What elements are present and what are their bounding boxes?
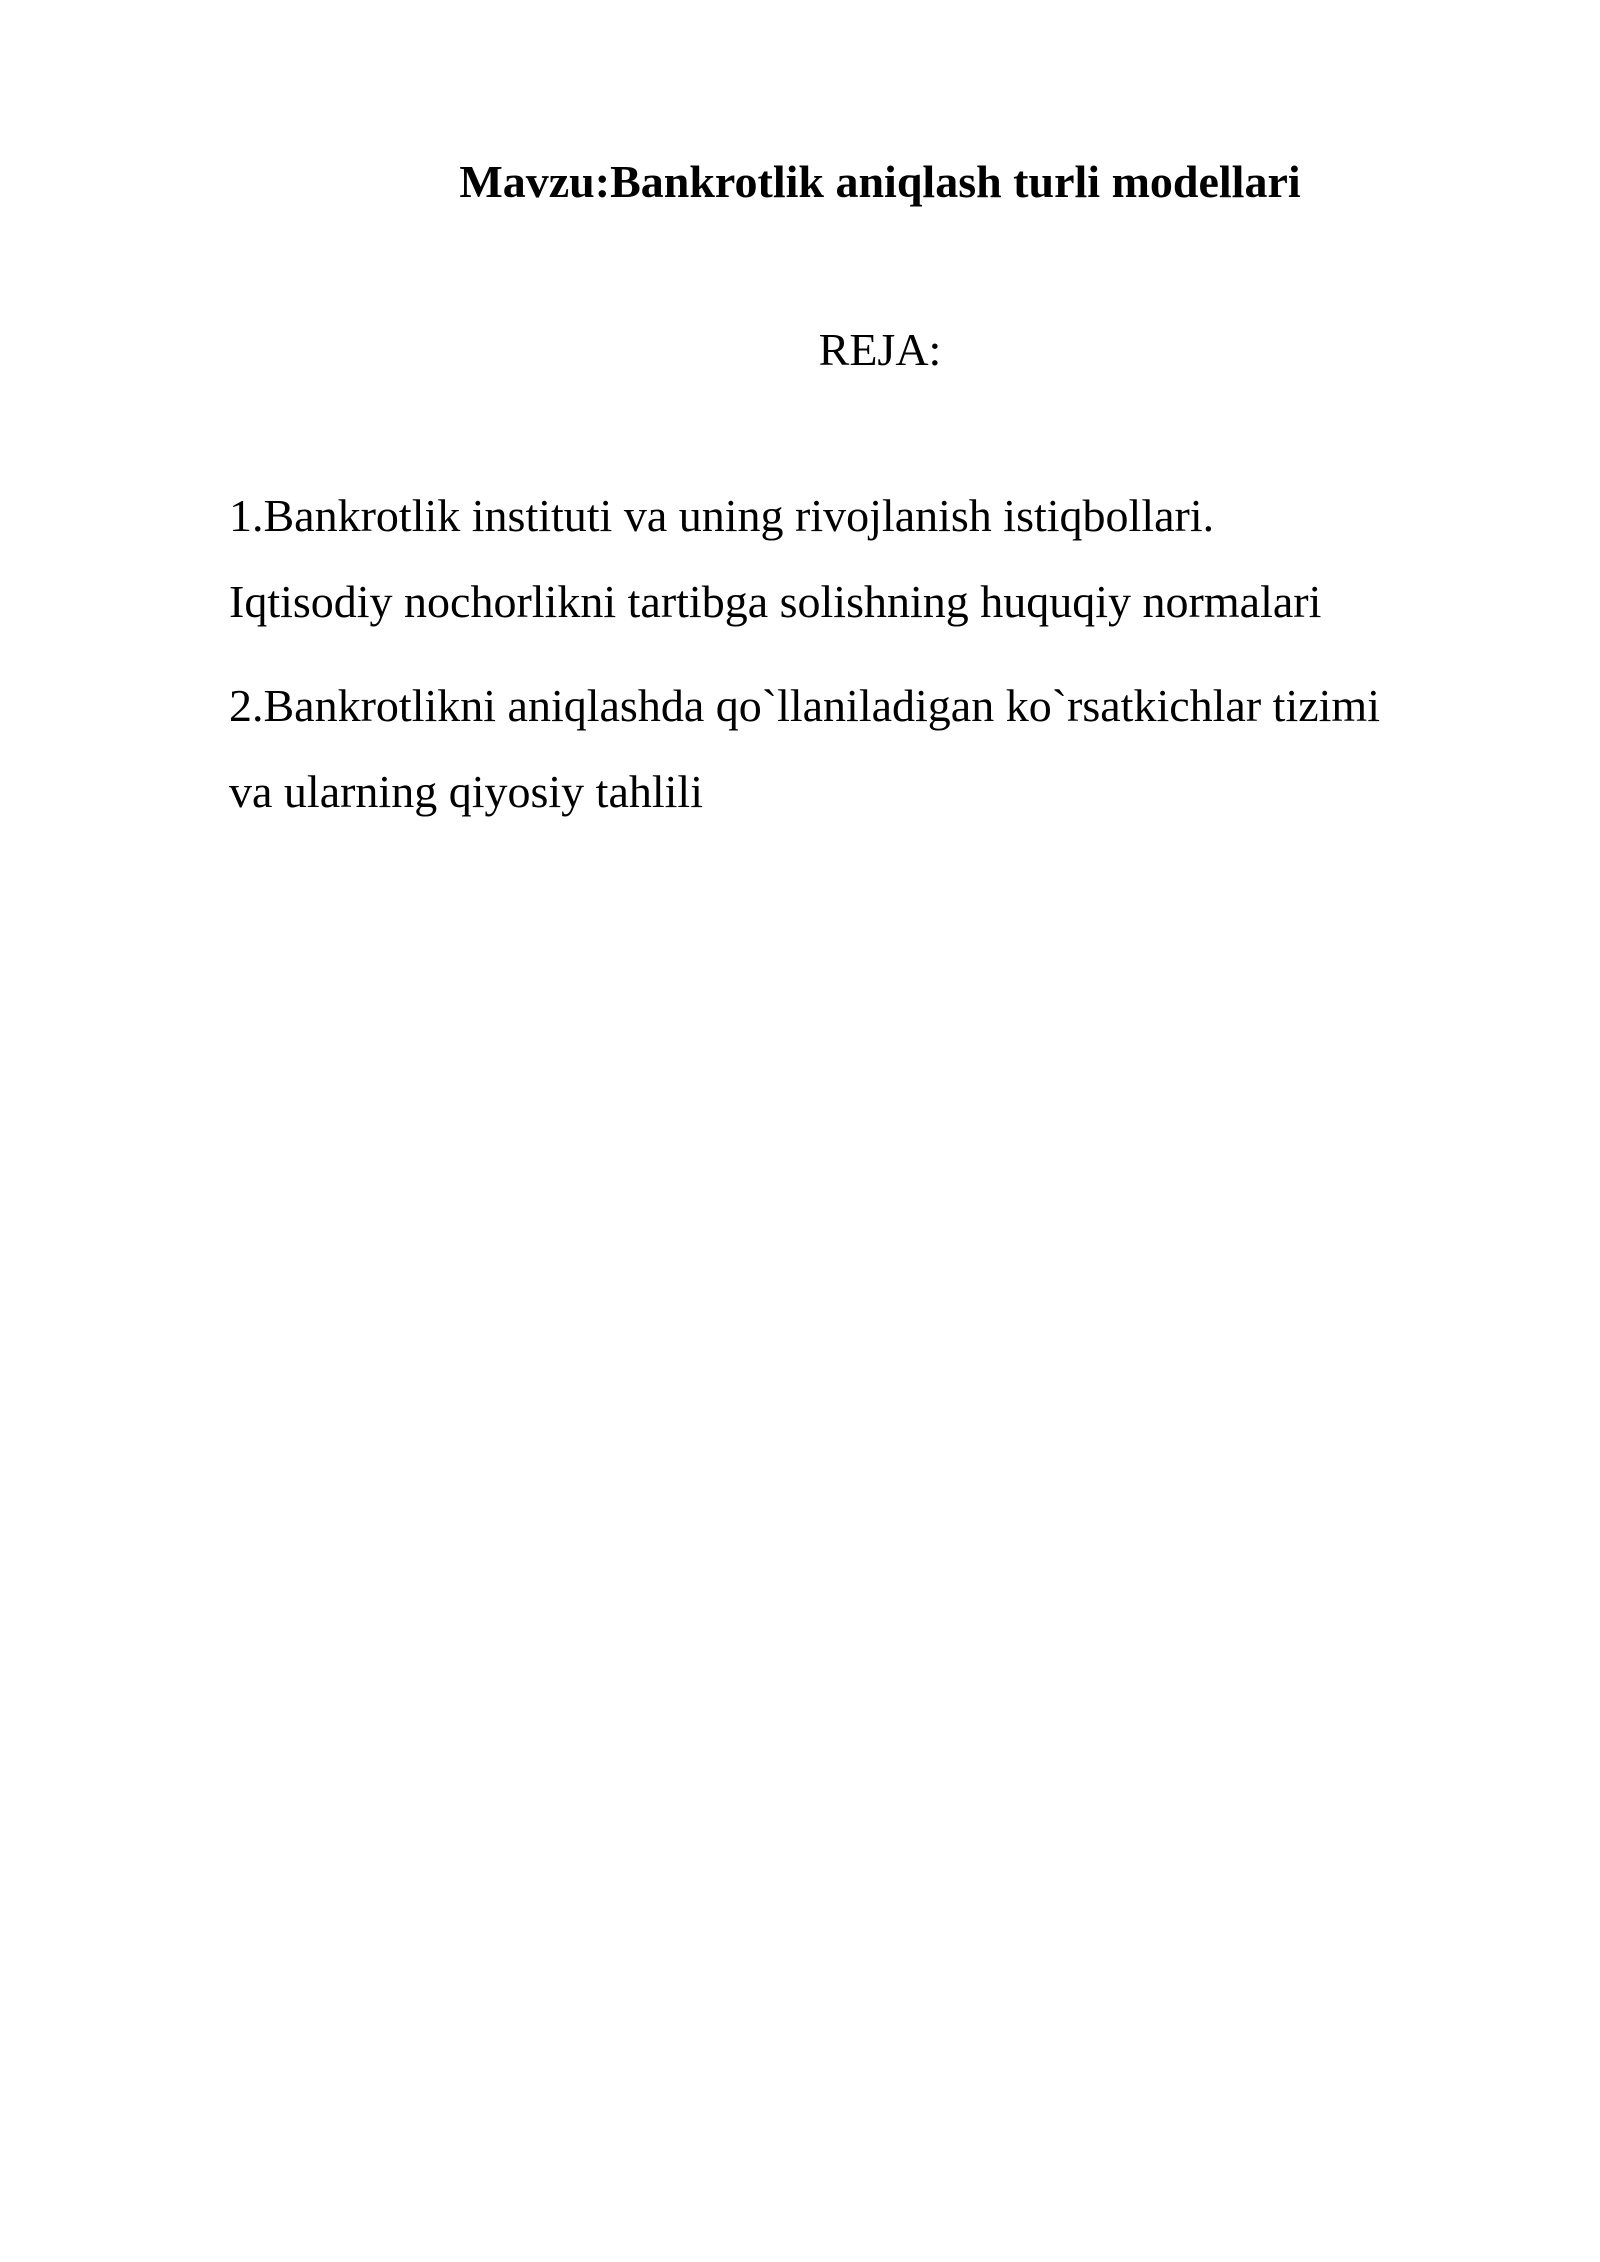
plan-item-1-line-1: 1.Bankrotlik instituti va uning rivojlanish istiqbollari. — [229, 490, 1215, 541]
plan-item-2 — [229, 678, 1529, 820]
plan-item-1-line-2: Iqtisodiy nochorlikni tartibga solishning huquqiy normalari — [229, 576, 1322, 627]
plan-item-2-line-1: 2.Bankrotlikni aniqlashda qo`llaniladigan ko`rsatkichlar tizimi — [229, 680, 1380, 731]
page-title: Mavzu:Bankrotlik aniqlash turli modellari — [459, 156, 1301, 207]
plan-item-1 — [229, 488, 1529, 630]
plan-item-2-line-2: va ularning qiyosiy tahlili — [229, 766, 703, 817]
plan-heading: REJA: — [818, 324, 942, 375]
